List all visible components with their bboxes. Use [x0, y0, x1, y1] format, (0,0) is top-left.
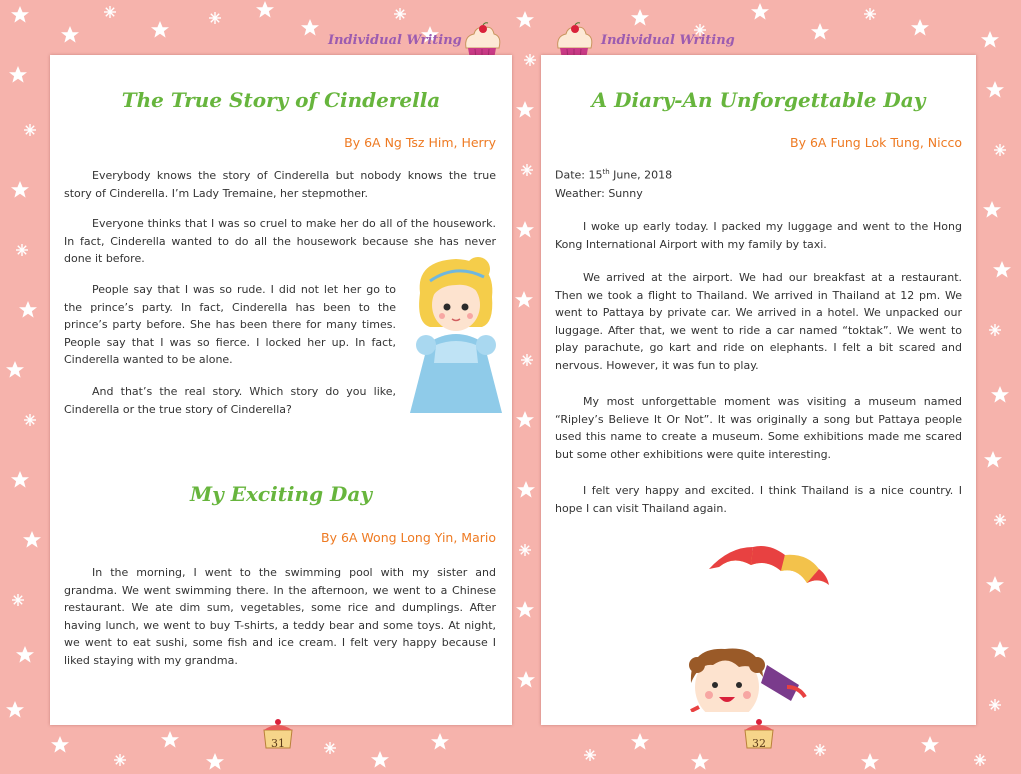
princess-illustration [406, 253, 506, 418]
right-header-label: Individual Writing [601, 33, 735, 48]
story1-paragraph: Everybody knows the story of Cinderella but nobody knows the true story of Cinderella. I’m Lady Tremaine, her stepmother. [64, 169, 496, 200]
diary-paragraph: I felt very happy and excited. I think Thailand is a nice country. I hope I can visit Thailand again. [555, 484, 962, 515]
story2-title: My Exciting Day [190, 482, 372, 506]
left-header-label: Individual Writing [328, 33, 462, 48]
story2-paragraph: In the morning, I went to the swimming pool with my sister and grandma. We went swimming there. In the afternoon, we went to a Chinese restaurant. We ate dim sum, vegetables, some rice and dumplings. After having lunch, we went to buy T-shirts, a teddy bear and some toys. At night, we went to eat sushi, some fish and ice cream. I felt very happy because I liked staying with my grandma. [64, 566, 496, 667]
diary-paragraph: I woke up early today. I packed my luggage and went to the Hong Kong International Airport with my family by taxi. [555, 220, 962, 251]
story1-paragraph: People say that I was so rude. I did not let her go to the prince’s party. In fact, Cinderella has been to the prince’s party before. She has been there for many times. People say that I was so fierce. I locked her up. In fact, Cinderella wanted to be alone. [64, 283, 396, 366]
diary-date: Date: 15th June, 2018 [555, 168, 673, 182]
story1-author: By 6A Ng Tsz Him, Herry [344, 135, 496, 150]
parachute-illustration [669, 537, 839, 712]
story1-paragraph: Everyone thinks that I was so cruel to make her do all of the housework. In fact, Cinderella wanted to do all the housework because she has never done it before. [64, 217, 496, 265]
page-number-right: 32 [752, 737, 766, 750]
diary-title: A Diary-An Unforgettable Day [591, 88, 926, 112]
diary-author: By 6A Fung Lok Tung, Nicco [790, 135, 962, 150]
story1-paragraph: And that’s the real story. Which story do you like, Cinderella or the true story of Cinderella? [64, 385, 396, 416]
story1-title: The True Story of Cinderella [121, 88, 441, 112]
right-page [541, 55, 976, 725]
diary-paragraph: We arrived at the airport. We had our breakfast at a restaurant. Then we took a flight to Thailand. We arrived in Thailand at 12 pm. We went to Pattaya by private car. We arrived in a hotel. We unpacked our luggage. After that, we went to ride a car named “toktak”. We went to play parachute, go kart and ride on elephants. I felt a bit scared and nervous. However, it was fun to play. [555, 271, 962, 372]
diary-paragraph: My most unforgettable moment was visiting a museum named “Ripley’s Believe It Or Not”. It was originally a song but Pattaya people used this name to create a museum. Some exhibitions made me scared but some other exhibitions were quite interesting. [555, 395, 962, 461]
diary-weather: Weather: Sunny [555, 187, 643, 200]
left-page [50, 55, 512, 725]
page-number-left: 31 [271, 737, 285, 750]
story2-author: By 6A Wong Long Yin, Mario [321, 530, 496, 545]
